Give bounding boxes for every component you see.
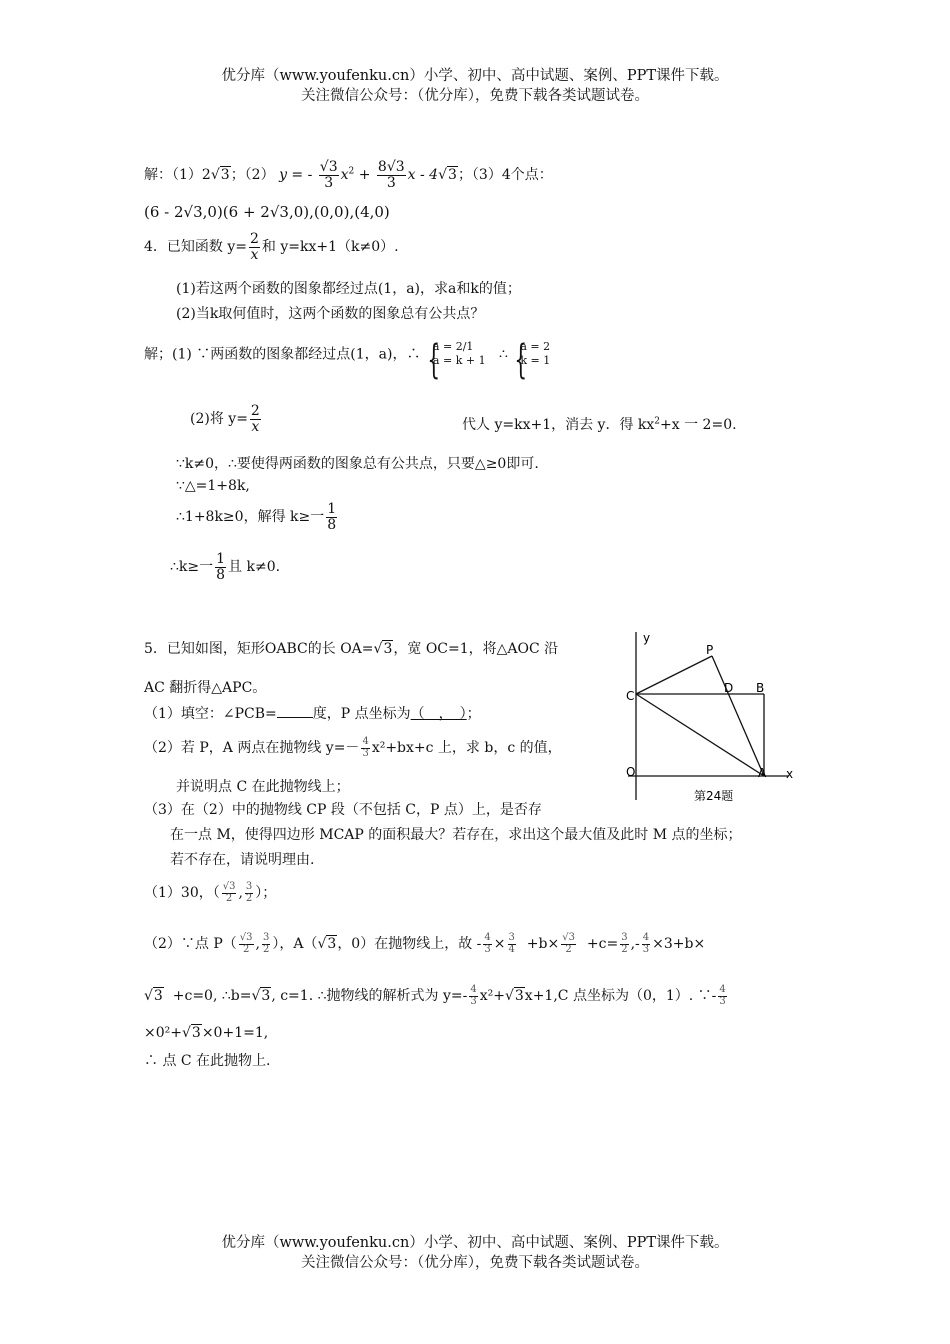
- question-5-title: 5．已知如图，矩形OABC的长 OA=√3，宽 OC=1，将△AOC 沿: [144, 641, 559, 657]
- question-5-line-2: AC 翻折得△APC。: [144, 680, 267, 696]
- solution-3-points: (6 - 2√3,0)(6 + 2√3,0),(0,0),(4,0): [144, 203, 390, 221]
- segment-pa: [712, 656, 764, 776]
- footer-line-2: 关注微信公众号：（优分库），免费下载各类试题试卷。: [301, 1255, 649, 1271]
- question-4-part-2: (2)当k取何值时，这两个函数的图象总有公共点？: [176, 306, 485, 322]
- label-a: A: [758, 766, 767, 780]
- question-5-part-1: （1）填空：∠PCB= 度，P 点坐标为（ ， ）；: [144, 706, 481, 722]
- question-5-part-2: （2）若 P，A 两点在抛物线 y=－ $\frac{4}{3}$ x²+bx+c 上，求 b，c 的值，: [144, 736, 562, 759]
- question-4-title: 4．已知函数 y= $\frac{2}{x}$ 和 y=kx+1（k≠0）.: [144, 231, 399, 263]
- question-5-figure: [618, 628, 798, 808]
- question-4-result: ∴k≥一 $\frac{1}{8}$ 且 k≠0.: [170, 551, 281, 583]
- question-4-part-1: (1)若这两个函数的图象都经过点(1，a)，求a和k的值；: [176, 281, 521, 297]
- question-4-solution-1: 解；(1) ∵两函数的图象都经过点(1，a)，∴ { a = 2/1 a = k + 1 ∴ { a = 2 k = 1: [144, 340, 550, 369]
- equation-system-2: { a = 2 k = 1: [512, 340, 550, 369]
- figure-caption: 第24题: [694, 789, 734, 803]
- question-4-solution-2-left: (2)将 y= $\frac{2}{x}$: [190, 403, 260, 435]
- question-5-part-3-line-2: 在一点 M，使得四边形 MCAP 的面积最大？若存在，求出这个最大值及此时 M 点的坐标；: [170, 827, 742, 843]
- footer-line-1: 优分库（www.youfenku.cn）小学、初中、高中试题、案例、PPT课件下载。: [221, 1235, 729, 1251]
- question-5-part-2-line-2: 并说明点 C 在此抛物线上；: [176, 779, 350, 795]
- label-b: B: [756, 681, 765, 695]
- question-4-condition: ∵k≠0，∴要使得两函数的图象总有公共点，只要△≥0即可.: [176, 456, 539, 472]
- label-d: D: [724, 681, 734, 695]
- solution-3-line-1: 解：（1）2√3；（2） y = - $\frac{√3}{3}$ $x^2$ + $\frac{8√3}{3}$ x - 4√3；（3）4个点：: [144, 159, 553, 191]
- question-4-discriminant: ∵△=1+8k,: [176, 478, 250, 494]
- label-p: P: [706, 643, 714, 657]
- header-line-2: 关注微信公众号：（优分库），免费下载各类试题试卷。: [301, 88, 649, 104]
- question-5-answer-3: √3 +c=0, ∴b=√3, c=1. ∴抛物线的解析式为 y=- $\frac{4}{3}$ x²+√3x+1,C 点坐标为（0，1）. ∵- $\frac{4}{3}$: [144, 984, 726, 1007]
- label-y: y: [643, 631, 651, 645]
- question-5-part-3-line-1: （3）在（2）中的抛物线 CP 段（不包括 C，P 点）上，是否存: [144, 802, 542, 818]
- header-line-1: 优分库（www.youfenku.cn）小学、初中、高中试题、案例、PPT课件下载。: [221, 68, 729, 84]
- segment-ca: [636, 694, 764, 776]
- question-5-answer-2: （2）∵点 P（ $\frac{√3}{2}$ , $\frac{3}{2}$ ），A（√3，0）在抛物线上，故 - $\frac{4}{3}$ × $\frac{3}{4}$ +b× $\frac{√3}{2}$ +c= $\frac{3}{2}$ ,- $\frac{4}{3}$ ×3+b×: [144, 932, 706, 955]
- question-5-answer-4: ×0²+√3×0+1=1,: [144, 1025, 269, 1041]
- question-5-answer-1: （1）30，（ $\frac{√3}{2}$ , $\frac{3}{2}$ ）；: [144, 881, 277, 904]
- label-x: x: [786, 767, 794, 781]
- question-5-part-3-line-3: 若不存在，请说明理由.: [170, 852, 315, 868]
- question-5-answer-5: ∴ 点 C 在此抛物上.: [144, 1053, 271, 1069]
- label-c: C: [626, 689, 635, 703]
- segment-cp: [636, 656, 712, 694]
- equation-system-1: { a = 2/1 a = k + 1: [425, 340, 486, 369]
- question-4-inequality: ∴1+8k≥0，解得 k≥一 $\frac{1}{8}$: [176, 501, 337, 533]
- question-4-solution-2-right: 代人 y=kx+1，消去 y．得 $kx^2+x$ 一 2=0.: [462, 416, 737, 433]
- label-o: O: [626, 765, 636, 779]
